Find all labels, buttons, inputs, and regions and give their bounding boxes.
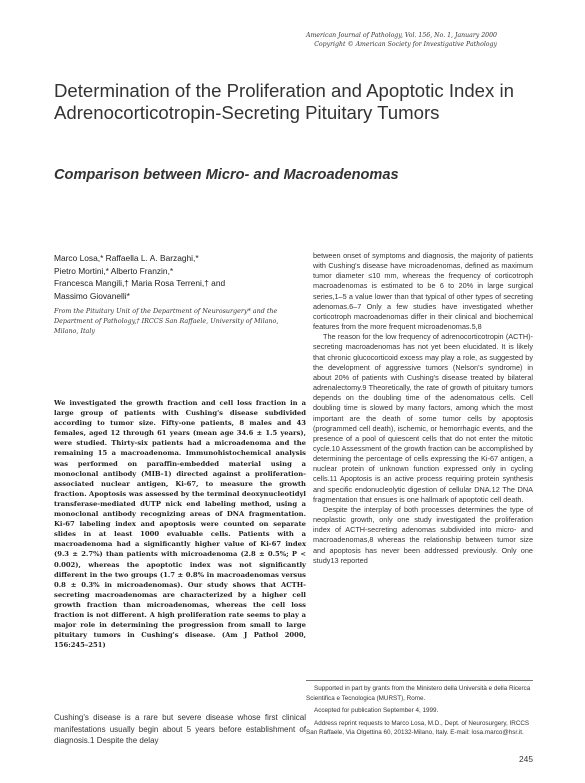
abstract: We investigated the growth fraction and cell loss fraction in a large group of patients with Cushing's disease subdivided according to tumor size. Fifty-one patients, 8 males and 43 females, aged 12 through 61 years (mean age 34.6 ± 1.5 years), were studied. Thirty-six patients had a microadenoma and the remaining 15 a macroadenoma. Immunohistochemical analysis was performed on paraffin-embedded material using a monoclonal antibody (MIB-1) directed against a proliferation-associated nuclear antigen, Ki-67, to measure the growth fraction. Apoptosis was assessed by the terminal deoxynucleotidyl transferase-mediated dUTP nick end labeling method, using a monoclonal antibody recognizing areas of DNA fragmentation. Ki-67 labeling index and apoptosis were counted on separate slides in at least 1000 evaluable cells. Patients with a macroadenoma had a significantly higher value of Ki-67 index (9.3 ± 2.7%) than patients with microadenoma (2.8 ± 0.5%; P < 0.002), whereas the apoptotic index was not significantly different in the two groups (1.7 ± 0.8% in macroadenomas versus 0.8 ± 0.3% in microadenomas). Our study shows that ACTH-secreting macroadenomas are characterized by a higher cell growth fraction than microadenomas, whereas the cell loss fraction is not different. A high proliferation rate seems to play a major role in determining the progression from small to large pituitary tumors in Cushing's disease. (Am J Pathol 2000, 156:245–251) (54, 399, 306, 650)
article-title: Determination of the Proliferation and Apoptotic Index in Adrenocorticotropin-Secreting Pituitary Tumors (54, 80, 514, 123)
body-paragraph: The reason for the low frequency of adrenocorticotropin (ACTH)-secreting macroadenomas has not yet been elucidated. It is likely that chronic glucocorticoid excess may play a role, as suggested by the development of aggressive tumors (Nelson's syndrome) in about 20% of patients with Cushing's disease treated by bilateral adrenalectomy.9 Theoretically, the rate of growth of pituitary tumors depends on the doubling time of the adenomatous cells. Cell doubling time is slowed by many factors, among which the most important are the death of some tumor cells by apoptosis (programmed cell death), ischemic, or hemorrhagic events, and the presence of a pool of quiescent cells that do not enter the mitotic cycle.10 Assessment of the growth fraction can be accomplished by determining the percentage of cells expressing the Ki-67 antigen, a nuclear protein of unknown function expressed only in cycling cells.11 Apoptosis is an active process requiring protein synthesis and specific endonucleolytic digestion of cellular DNA.12 The DNA fragmentation that ensues is one hallmark of apoptotic cell death. (313, 332, 533, 504)
author-line: Massimo Giovanelli* (54, 290, 130, 301)
body-paragraph: between onset of symptoms and diagnosis, the majority of patients with Cushing's disease have microadenomas, defined as maximum tumor diameter ≤10 mm, whereas the frequency of corticotroph macroadenomas is estimated to be 6 to 20% in large surgical series,1–5 a value lower than that typical of other types of secreting adenomas.6–7 Only a few studies have investigated whether corticotroph macroadenomas differ in their clinical and biochemical features from the more frequent microadenomas.5,8 (313, 251, 533, 332)
running-head (306, 31, 497, 49)
affiliation: From the Pituitary Unit of the Department of Neurosurgery* and the Department of Pathology,† IRCCS San Raffaele, University of Milano, Milano, Italy (54, 307, 279, 335)
article-subtitle: Comparison between Micro- and Macroadenomas (54, 167, 399, 183)
footnote-divider (306, 680, 533, 681)
funding-footnote: Supported in part by grants from the Ministero della Università e della Ricerca Scientifica e Tecnologica (MURST), Rome. (306, 685, 531, 702)
intro-paragraph: Cushing's disease is a rare but severe disease whose first clinical manifestations usually begin about 5 years before establishment of diagnosis.1 Despite the delay (54, 713, 306, 746)
reprint-footnote: Address reprint requests to Marco Losa, M.D., Dept. of Neurosurgery, IRCCS San Raffaele, Via Olgettina 60, 20132-Milano, Italy. E-mail: losa.marco@hsr.it. (306, 719, 530, 737)
author-line: Pietro Mortini,* Alberto Franzin,* (54, 265, 174, 276)
footnotes (306, 684, 533, 741)
author-list (54, 252, 294, 302)
body-paragraph: Despite the interplay of both processes determines the type of neoplastic growth, only one study investigated the proliferation index of ACTH-secreting adenomas subdivided into micro- and macroadenomas,8 whereas the relationship between tumor size and apoptosis has never been addressed previously. Only one study13 reported (313, 504, 533, 565)
accepted-footnote: Accepted for publication September 4, 1999. (314, 707, 439, 715)
page-number: 245 (519, 754, 533, 764)
author-line: Marco Losa,* Raffaella L. A. Barzaghi,* (54, 253, 199, 263)
copyright-line: Copyright © American Society for Investigative Pathology (314, 41, 497, 48)
author-line: Francesca Mangili,† Maria Rosa Terreni,† and (54, 278, 226, 289)
right-column-text (313, 251, 533, 566)
journal-citation: American Journal of Pathology, Vol. 156, No. 1, January 2000 (306, 32, 497, 39)
